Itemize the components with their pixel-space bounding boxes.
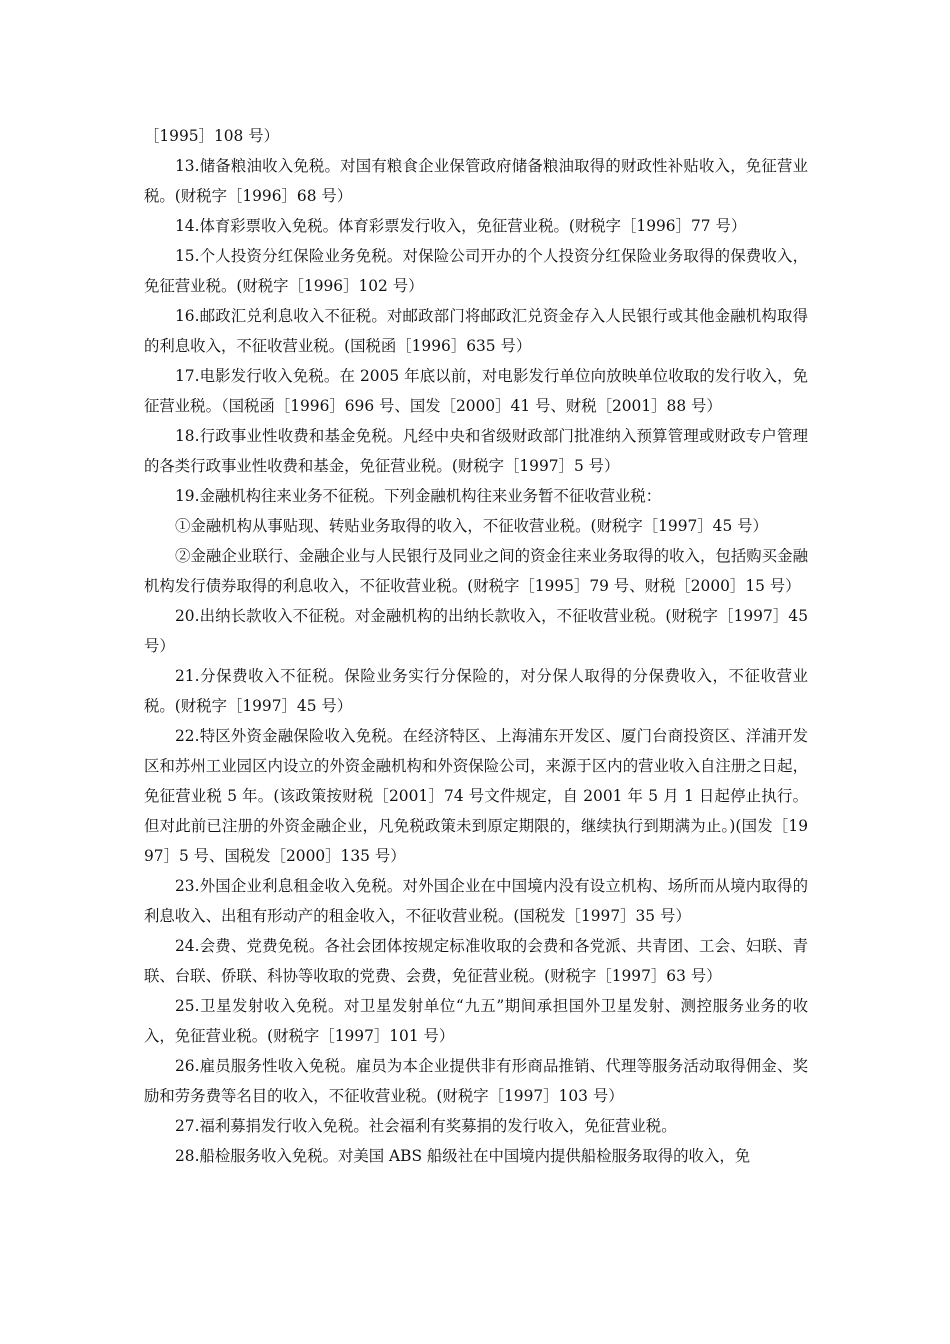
paragraph-item-20: 20.出纳长款收入不征税。对金融机构的出纳长款收入，不征收营业税。(财税字［1997］45 号） <box>144 607 808 655</box>
document-body <box>144 121 808 1171</box>
paragraph-item-24: 24.会费、党费免税。各社会团体按规定标准收取的会费和各党派、共青团、工会、妇联、青联、台联、侨联、科协等收取的党费、会费，免征营业税。(财税字［1997］63 号） <box>144 937 808 985</box>
paragraph-item-26: 26.雇员服务性收入免税。雇员为本企业提供非有形商品推销、代理等服务活动取得佣金、奖励和劳务费等名目的收入，不征收营业税。(财税字［1997］103 号） <box>144 1057 808 1105</box>
paragraph-item-19-sub-2: ②金融企业联行、金融企业与人民银行及同业之间的资金往来业务取得的收入，包括购买金融机构发行债券取得的利息收入，不征收营业税。(财税字［1995］79 号、财税［2000］15 号） <box>144 547 808 595</box>
paragraph-item-27: 27.福利募捐发行收入免税。社会福利有奖募捐的发行收入，免征营业税。 <box>175 1117 677 1135</box>
paragraph-item-19-sub-1: ①金融机构从事贴现、转贴业务取得的收入，不征收营业税。(财税字［1997］45 号） <box>175 517 768 535</box>
paragraph-item-18: 18.行政事业性收费和基金免税。凡经中央和省级财政部门批准纳入预算管理或财政专户管理的各类行政事业性收费和基金，免征营业税。(财税字［1997］5 号） <box>144 427 808 475</box>
paragraph-item-14: 14.体育彩票收入免税。体育彩票发行收入，免征营业税。(财税字［1996］77 号） <box>175 217 747 235</box>
paragraph-item-19: 19.金融机构往来业务不征税。下列金融机构往来业务暂不征收营业税： <box>175 487 662 505</box>
paragraph-item-25: 25.卫星发射收入免税。对卫星发射单位“九五”期间承担国外卫星发射、测控服务业务的收入，免征营业税。(财税字［1997］101 号） <box>144 997 808 1045</box>
paragraph-item-21: 21.分保费收入不征税。保险业务实行分保险的，对分保人取得的分保费收入，不征收营业税。(财税字［1997］45 号） <box>144 667 808 715</box>
paragraph-item-22: 22.特区外资金融保险收入免税。在经济特区、上海浦东开发区、厦门台商投资区、洋浦开发区和苏州工业园区内设立的外资金融机构和外资保险公司，来源于区内的营业收入自注册之日起，免征营业税 5 年。(该政策按财税［2001］74 号文件规定，自 2001 年 5 月 1 日起停止执行。但对此前已注册的外资金融企业，凡免税政策未到原定期限的，继续执行到期满为止。)(国发［1997］5 号、国税发［2000］135 号） <box>144 727 808 865</box>
paragraph-item-15: 15.个人投资分红保险业务免税。对保险公司开办的个人投资分红保险业务取得的保费收入，免征营业税。(财税字［1996］102 号） <box>144 247 808 295</box>
paragraph-item-28: 28.船检服务收入免税。对美国 ABS 船级社在中国境内提供船检服务取得的收入，免 <box>175 1147 751 1165</box>
paragraph-continuation: ［1995］108 号） <box>144 127 279 145</box>
paragraph-item-23: 23.外国企业利息租金收入免税。对外国企业在中国境内没有设立机构、场所而从境内取得的利息收入、出租有形动产的租金收入，不征收营业税。(国税发［1997］35 号） <box>144 877 808 925</box>
paragraph-item-13: 13.储备粮油收入免税。对国有粮食企业保管政府储备粮油取得的财政性补贴收入，免征营业税。(财税字［1996］68 号） <box>144 157 808 205</box>
paragraph-item-16: 16.邮政汇兑利息收入不征税。对邮政部门将邮政汇兑资金存入人民银行或其他金融机构取得的利息收入，不征收营业税。(国税函［1996］635 号） <box>144 307 808 355</box>
paragraph-item-17: 17.电影发行收入免税。在 2005 年底以前，对电影发行单位向放映单位收取的发行收入，免征营业税。（国税函［1996］696 号、国发［2000］41 号、财税［2001］88 号） <box>144 367 808 415</box>
